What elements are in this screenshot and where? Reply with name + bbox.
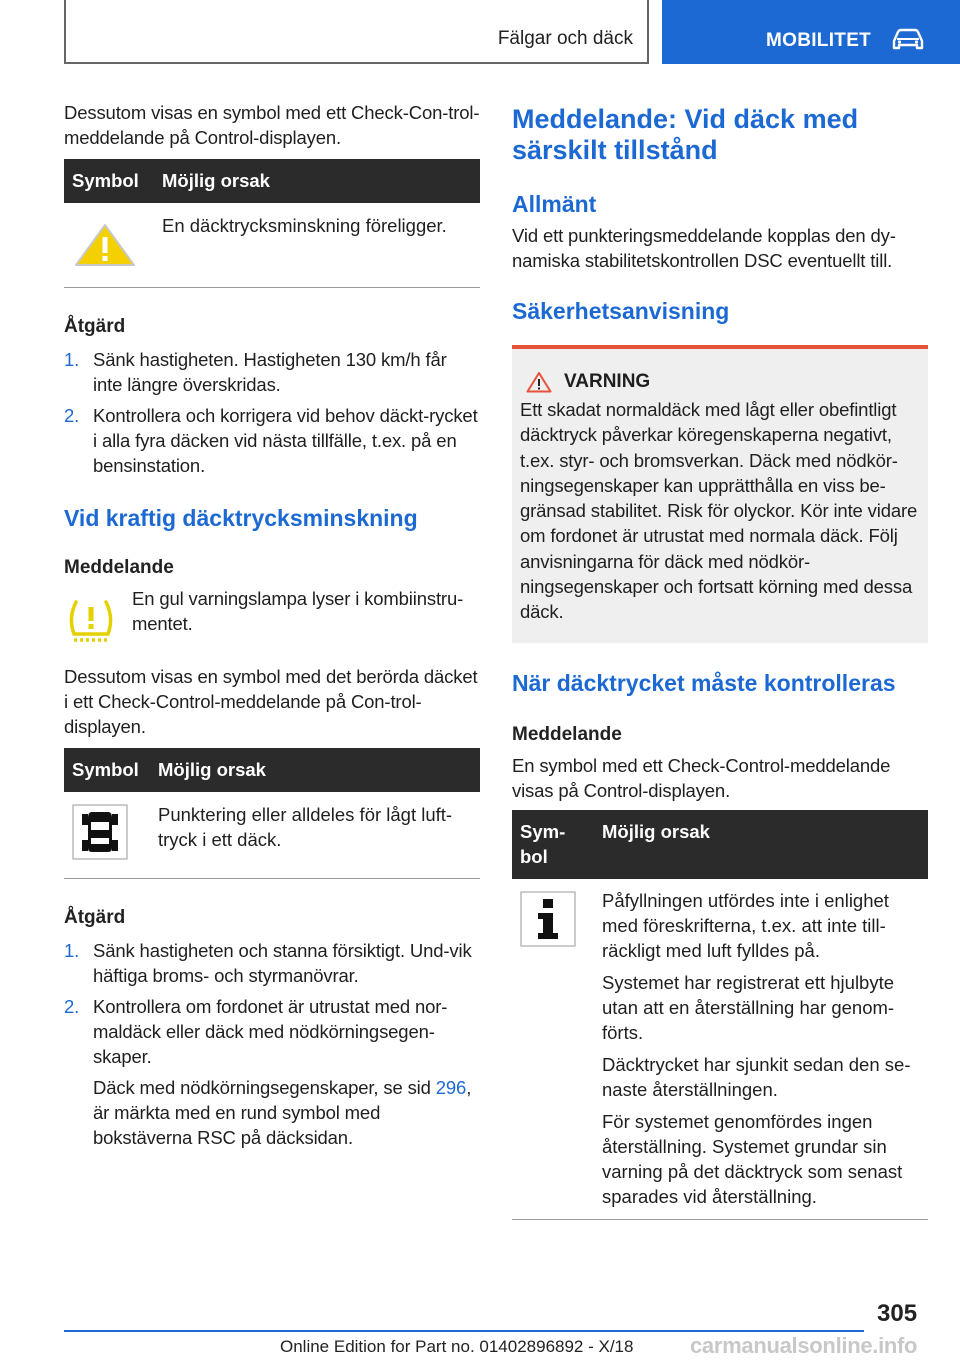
table-header-symbol: Sym-bol <box>512 810 594 879</box>
message-block <box>64 586 480 648</box>
table-cell-cause: Punktering eller alldeles för lågt luft-tryck i ett däck. <box>150 792 480 879</box>
cause-text: Däcktrycket har sjunkit sedan den se-naste återställningen. <box>602 1053 911 1100</box>
chapter-tab-label: MOBILITET <box>766 30 872 51</box>
general-text: Vid ett punkteringsmeddelande kopplas den dy-namiska stabilitetskontrollen DSC eventuellt till. <box>512 225 896 271</box>
cause-text: Systemet har registrerat ett hjulbyte utan att en återställning har genom-förts. <box>602 971 895 1043</box>
table-cell-cause: En däcktrycksminskning föreligger. <box>154 203 480 288</box>
message-text-right: En symbol med ett Check-Control-meddelande visas på Control-displayen. <box>512 754 891 801</box>
table-header-cause: Möjlig orsak <box>150 748 480 792</box>
page-number: 305 <box>877 1300 918 1327</box>
header-section-box <box>64 0 649 64</box>
footer-divider <box>64 1330 864 1332</box>
message-heading: Meddelande <box>64 557 174 578</box>
general-heading: Allmänt <box>512 191 597 217</box>
header-section-title: Fälgar och däck <box>497 28 633 49</box>
page-link[interactable]: 296 <box>435 1077 467 1098</box>
table-row <box>64 203 480 288</box>
symbol-table-2 <box>64 748 480 879</box>
car-icon <box>890 27 926 51</box>
symbol-table-3 <box>512 810 928 1220</box>
intro-text: Dessutom visas en symbol med ett Check-Con-trol-meddelande på Control-displayen. <box>64 102 480 148</box>
action-list-1 <box>64 347 480 478</box>
watermark: carmanualsonline.info <box>690 1333 918 1358</box>
table-row <box>512 879 928 1220</box>
tire-pressure-warning-icon <box>64 594 118 648</box>
warning-title <box>526 371 920 393</box>
cause-text: För systemet genomfördes ingen återställning. Systemet grundar sin varning på det däcktryck som senast sparades vid återställning. <box>602 1110 903 1207</box>
table-header-cause: Möjlig orsak <box>594 810 928 879</box>
warning-triangle-icon <box>72 221 138 269</box>
check-heading: När däcktrycket måste kontrolleras <box>512 669 896 696</box>
intro-text-2: Dessutom visas en symbol med det berörda däcket i ett Check-Control-meddelande på Con-trol-displayen. <box>64 666 478 737</box>
symbol-table-1 <box>64 159 480 288</box>
chapter-tab[interactable] <box>662 0 960 64</box>
cause-text: Påfyllningen utfördes inte i enlighet med föreskrifterna, t.ex. att inte till-räckligt med luft fylldes på. <box>602 889 889 961</box>
info-icon <box>520 891 576 947</box>
left-column <box>64 100 480 1150</box>
table-header-symbol: Symbol <box>64 159 154 203</box>
list-item: 1. Sänk hastigheten och stanna försiktigt. Und-vik häftiga broms- och styrmanövrar. <box>64 940 472 986</box>
warning-text: Ett skadat normaldäck med lågt eller obefintligt däcktryck påverkar köregenskaperna negativt, t.ex. styr- och bromsverkan. Däck med nödkör-ningsegenskaper kan upprätthålla en viss be-gränsad stabilitet. Risk för olyckor. Kör inte vidare om fordonet är utrustat med normala däck. Följ anvisningarna för däck med nödkör-ningsegenskaper och fortsatt körning med dessa däck. <box>520 399 918 623</box>
warning-triangle-icon <box>526 371 552 393</box>
action-heading-1: Åtgärd <box>64 316 126 337</box>
action-list-2 <box>64 938 480 1069</box>
list-item: 1. Sänk hastigheten. Hastigheten 130 km/h får inte längre överskridas. <box>64 349 447 395</box>
page-section-title: Meddelande: Vid däck med särskilt tillstånd <box>512 104 859 165</box>
table-row <box>64 792 480 879</box>
table-header-symbol: Symbol <box>64 748 150 792</box>
warning-label: VARNING <box>564 371 651 392</box>
action-heading-2: Åtgärd <box>64 907 126 928</box>
table-header-cause: Möjlig orsak <box>154 159 480 203</box>
warning-box <box>512 345 928 643</box>
section-heading-strong-drop: Vid kraftig däcktrycksminskning <box>64 505 418 531</box>
list-item: 2. Kontrollera om fordonet är utrustat med nor-maldäck eller däck med nödkörningsegen-skaper. <box>64 996 448 1067</box>
rsc-note: Däck med nödkörningsegenskaper, se sid 296, är märkta med en rund symbol med bokstäverna RSC på däcksidan. <box>93 1077 472 1148</box>
list-item: 2. Kontrollera och korrigera vid behov däckt-rycket i alla fyra däcken vid nästa tillfälle, t.ex. på en bensinstation. <box>64 405 478 476</box>
footer-edition: Online Edition for Part no. 01402896892 - X/18 <box>280 1337 634 1356</box>
safety-heading: Säkerhetsanvisning <box>512 298 730 324</box>
right-column <box>512 100 928 1220</box>
message-heading-right: Meddelande <box>512 723 622 745</box>
flat-tire-car-icon <box>72 804 128 860</box>
message-text: En gul varningslampa lyser i kombiinstru-mentet. <box>132 588 464 634</box>
